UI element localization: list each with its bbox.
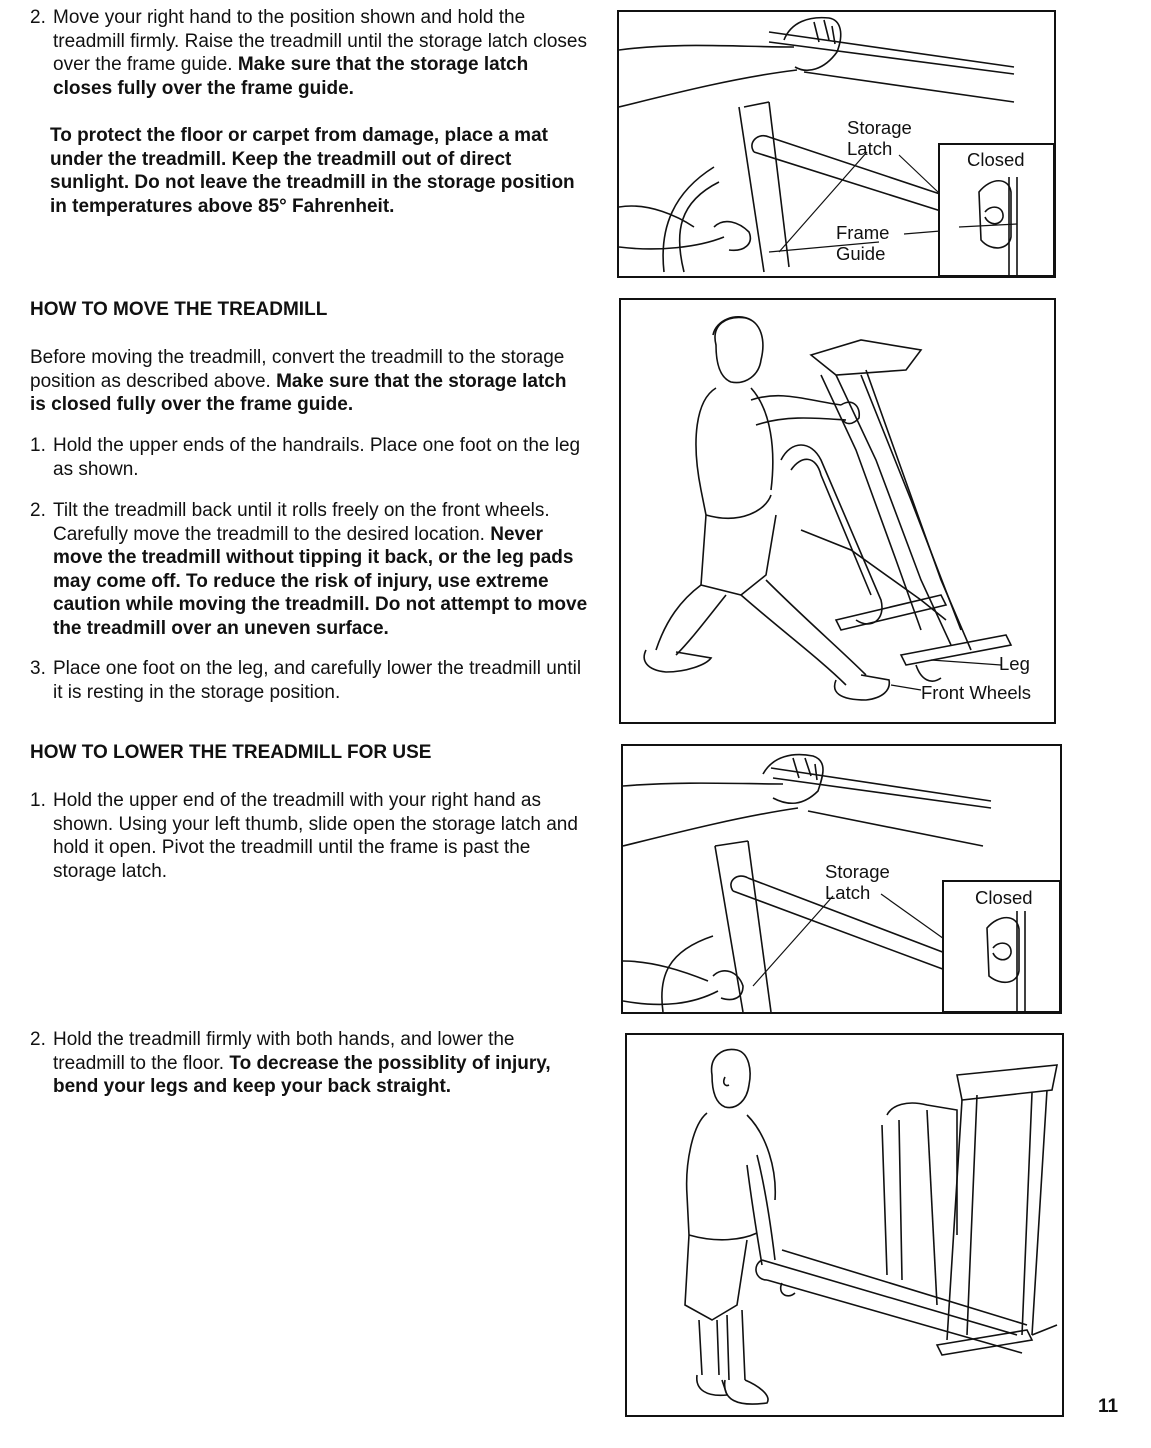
storage-latch-label: Storage Latch: [847, 117, 912, 159]
step-text: Hold the treadmill firmly with both hands, and lower the treadmill to the floor.: [53, 1029, 515, 1074]
leg-label: Leg: [999, 653, 1030, 674]
figure-storage-latch-lower: [621, 744, 1062, 1014]
warning-text: To protect the floor or carpet from damage, place a mat under the treadmill. Keep the treadmill out of direct sunlight. Do not leave the treadmill in the storage position in temperatures above 85° Fahrenheit.: [50, 125, 575, 217]
step-number: 2.: [30, 7, 46, 28]
lowering-illustration: [627, 1035, 1062, 1415]
moving-illustration: [621, 300, 1054, 722]
step-number: 1.: [30, 435, 46, 456]
lower-step-1: [30, 789, 590, 883]
section-heading: HOW TO LOWER THE TREADMILL FOR USE: [30, 742, 432, 763]
move-heading: [30, 298, 590, 322]
step-bold-text: Never move the treadmill without tipping it back, or the leg pads may come off. To reduce the risk of injury, use extreme caution while moving the treadmill. Do not attempt to move the treadmill over an uneven surface.: [53, 523, 588, 639]
move-step-1: [30, 434, 590, 481]
step-text: Hold the upper end of the treadmill with your right hand as shown. Using your left thumb, slide open the storage latch and hold it open. Pivot the treadmill until the frame is past the storage latch.: [53, 790, 578, 882]
step-text: Tilt the treadmill back until it rolls freely on the front wheels. Carefully move the treadmill to the desired location.: [53, 500, 550, 545]
move-step-3: [30, 657, 590, 704]
storage-latch-label: Storage Latch: [825, 861, 890, 903]
figure-storage-latch-raise: [617, 10, 1056, 278]
lower-heading: [30, 741, 590, 765]
raise-step-2: [30, 6, 590, 100]
step-number: 2.: [30, 1029, 46, 1050]
frame-guide-label: Frame Guide: [836, 222, 890, 264]
move-intro: [30, 346, 582, 417]
step-bold-text: Make sure that the storage latch closes fully over the frame guide.: [53, 54, 529, 99]
lower-step-2: [30, 1028, 570, 1099]
step-bold-text: To decrease the possiblity of injury, bend your legs and keep your back straight.: [53, 1052, 551, 1097]
section-heading: HOW TO MOVE THE TREADMILL: [30, 299, 328, 320]
step-text: Place one foot on the leg, and carefully lower the treadmill until it is resting in the storage position.: [53, 658, 582, 703]
intro-bold-text: Make sure that the storage latch is closed fully over the frame guide.: [30, 370, 567, 415]
step-text: Move your right hand to the position shown and hold the treadmill firmly. Raise the treadmill until the storage latch closes over the frame guide.: [53, 7, 587, 75]
figure-moving-treadmill: [619, 298, 1056, 724]
front-wheels-label: Front Wheels: [921, 682, 1032, 703]
closed-label: Closed: [967, 149, 1025, 170]
move-step-2: [30, 499, 590, 640]
step-number: 2.: [30, 500, 46, 521]
step-number: 3.: [30, 658, 46, 679]
intro-text: Before moving the treadmill, convert the treadmill to the storage position as described above.: [30, 347, 565, 392]
figure-lowering-treadmill: [625, 1033, 1064, 1417]
closed-label: Closed: [975, 887, 1033, 908]
step-text: Hold the upper ends of the handrails. Place one foot on the leg as shown.: [53, 435, 581, 480]
storage-warning: [50, 124, 580, 218]
page-number: 11: [1098, 1396, 1119, 1417]
step-number: 1.: [30, 790, 46, 811]
